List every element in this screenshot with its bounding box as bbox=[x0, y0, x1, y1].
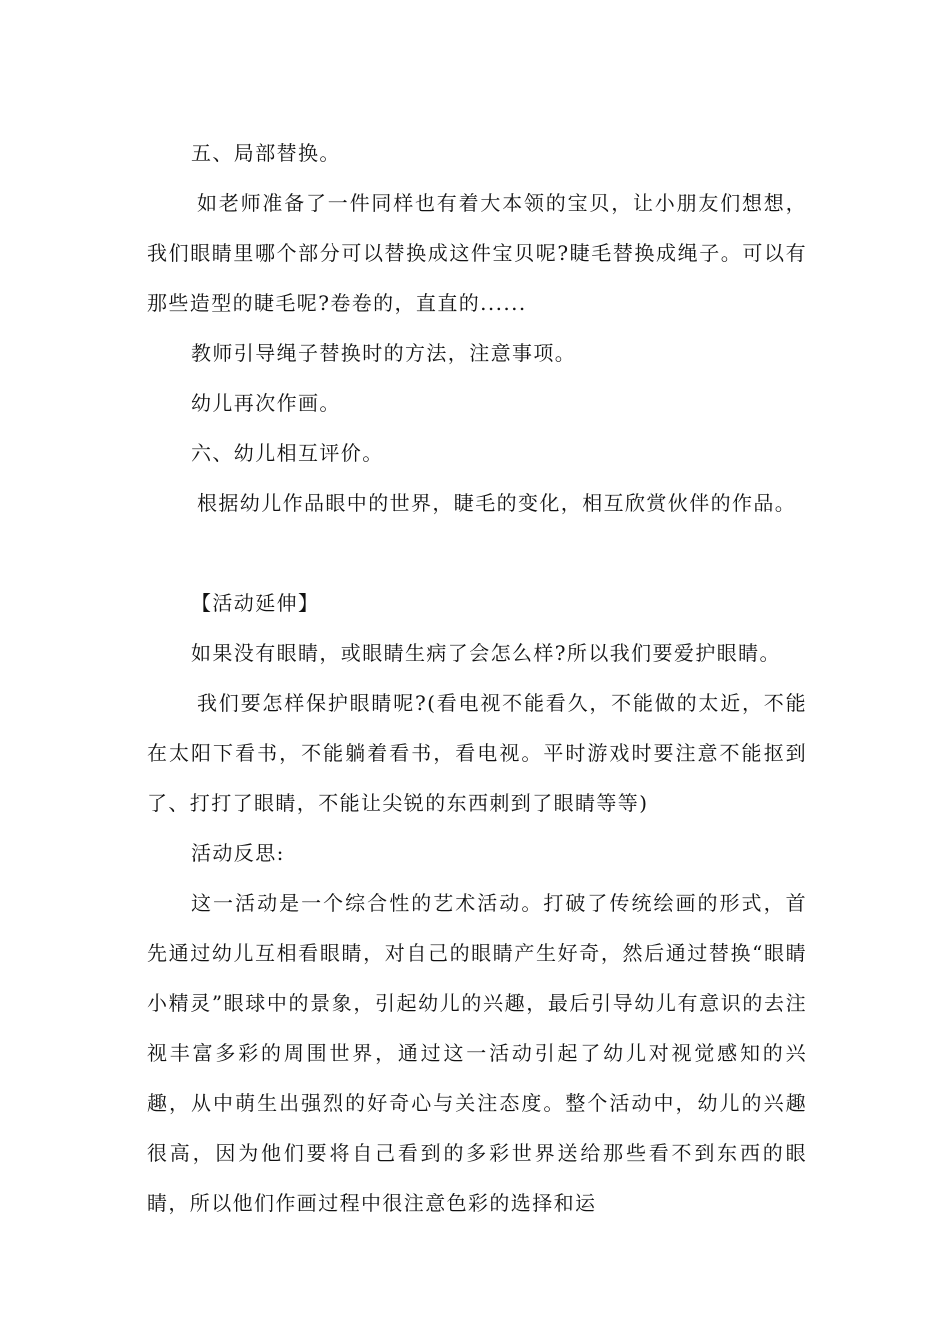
paragraph-no-eyes-question: 如果没有眼睛，或眼睛生病了会怎么样?所以我们要爱护眼睛。 bbox=[191, 641, 781, 665]
paragraph-teacher-treasure: 如老师准备了一件同样也有着大本领的宝贝，让小朋友们想想，我们眼睛里哪个部分可以替换成这件宝贝呢?睫毛替换成绳子。可以有那些造型的睫毛呢?卷卷的，直直的...... bbox=[147, 191, 807, 315]
paragraph-protect-eyes: 我们要怎样保护眼睛呢?(看电视不能看久，不能做的太近，不能在太阳下看书，不能躺着看书，看电视。平时游戏时要注意不能抠到了、打打了眼睛，不能让尖锐的东西刺到了眼睛等等) bbox=[147, 691, 807, 815]
section-heading-activity-extension: 【活动延伸】 bbox=[191, 591, 320, 615]
paragraph-evaluation-details: 根据幼儿作品眼中的世界，睫毛的变化，相互欣赏伙伴的作品。 bbox=[197, 491, 797, 515]
paragraph-teacher-guidance: 教师引导绳子替换时的方法，注意事项。 bbox=[191, 341, 577, 365]
section-heading-partial-replacement: 五、局部替换。 bbox=[191, 141, 341, 165]
paragraph-children-draw-again: 幼儿再次作画。 bbox=[191, 391, 341, 415]
section-heading-mutual-evaluation: 六、幼儿相互评价。 bbox=[191, 441, 384, 465]
section-heading-activity-reflection: 活动反思: bbox=[191, 841, 285, 865]
paragraph-reflection-body: 这一活动是一个综合性的艺术活动。打破了传统绘画的形式，首先通过幼儿互相看眼睛，对自己的眼睛产生好奇，然后通过替换“眼睛小精灵”眼球中的景象，引起幼儿的兴趣，最后引导幼儿有意识的去注视丰富多彩的周围世界，通过这一活动引起了幼儿对视觉感知的兴趣，从中萌生出强烈的好奇心与关注态度。整个活动中，幼儿的兴趣很高，因为他们要将自己看到的多彩世界送给那些看不到东西的眼睛，所以他们作画过程中很注意色彩的选择和运 bbox=[147, 891, 807, 1215]
